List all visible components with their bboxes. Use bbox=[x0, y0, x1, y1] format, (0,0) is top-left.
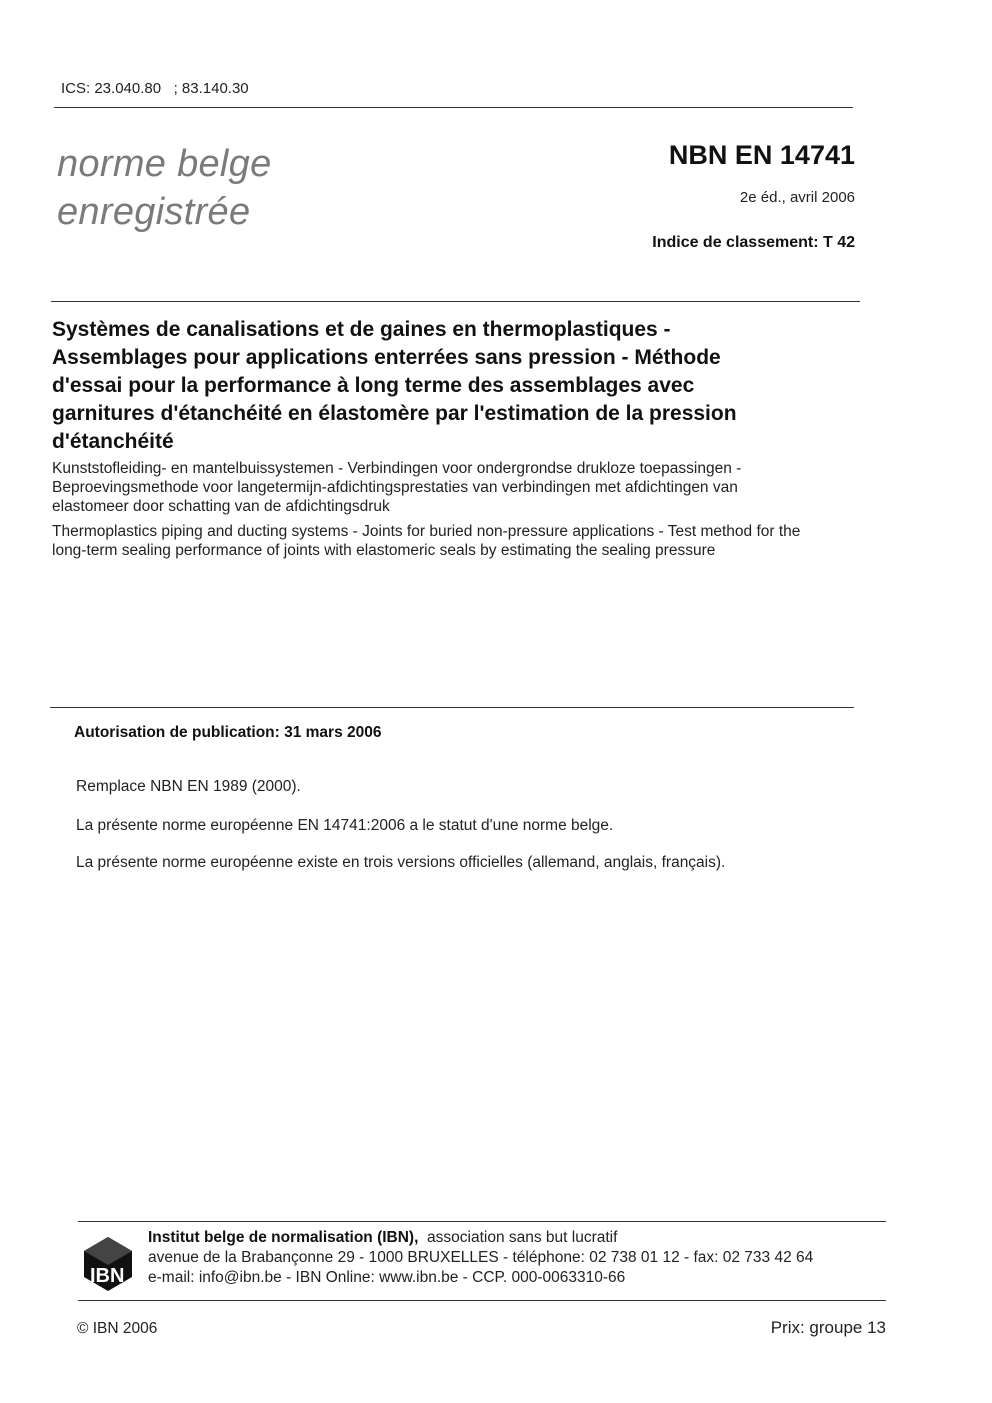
publication-authorisation: Autorisation de publication: 31 mars 2006 bbox=[74, 724, 382, 741]
ibn-logo-icon bbox=[80, 1233, 136, 1293]
publication-rule bbox=[50, 707, 854, 708]
label-line-1: norme belge bbox=[57, 143, 272, 185]
institute-info bbox=[148, 1228, 813, 1288]
title-fr-line: d'étanchéité bbox=[52, 430, 174, 453]
title-en-line: Thermoplastics piping and ducting systems - Joints for buried non-pressure applications - Test method for the bbox=[52, 523, 801, 540]
title-fr-line: Systèmes de canalisations et de gaines en thermoplastiques - bbox=[52, 318, 671, 341]
ics-code: ICS: 23.040.80 ; 83.140.30 bbox=[61, 80, 249, 97]
label-line-2: enregistrée bbox=[57, 191, 251, 233]
classement-index: Indice de classement: T 42 bbox=[652, 234, 855, 251]
price-group: Prix: groupe 13 bbox=[770, 1318, 886, 1337]
norme-belge-label bbox=[57, 140, 272, 236]
edition-date: 2e éd., avril 2006 bbox=[739, 189, 855, 206]
title-nl-line: elastomeer door schatting van de afdichtingsdruk bbox=[52, 498, 390, 515]
title-nl-line: Kunststofleiding- en mantelbuissystemen - Verbindingen voor ondergrondse drukloze toepassingen - bbox=[52, 460, 742, 477]
institute-line bbox=[148, 1228, 813, 1248]
title-dutch bbox=[52, 459, 872, 516]
header-rule-top bbox=[54, 107, 853, 108]
title-rule-top bbox=[51, 301, 860, 302]
footer-rule-top bbox=[78, 1221, 886, 1222]
title-english bbox=[52, 522, 872, 560]
title-french bbox=[52, 316, 842, 456]
title-fr-line: Assemblages pour applications enterrées sans pression - Méthode bbox=[52, 346, 721, 369]
institute-contact: e-mail: info@ibn.be - IBN Online: www.ibn.be - CCP. 000-0063310-66 bbox=[148, 1269, 626, 1286]
title-nl-line: Beproevingsmethode voor langetermijn-afdichtingsprestaties van verbindingen met afdichtingen van bbox=[52, 479, 738, 496]
standard-number: NBN EN 14741 bbox=[668, 140, 855, 170]
footer-rule-bottom bbox=[78, 1300, 886, 1301]
institute-address: avenue de la Brabançonne 29 - 1000 BRUXELLES - téléphone: 02 738 01 12 - fax: 02 733 42 64 bbox=[148, 1249, 814, 1266]
copyright: © IBN 2006 bbox=[77, 1320, 158, 1337]
title-fr-line: d'essai pour la performance à long terme des assemblages avec bbox=[52, 374, 695, 397]
institute-description: association sans but lucratif bbox=[418, 1229, 618, 1246]
institute-name: Institut belge de normalisation (IBN), bbox=[148, 1229, 419, 1246]
logo-text: IBN bbox=[90, 1265, 125, 1287]
title-en-line: long-term sealing performance of joints with elastomeric seals by estimating the sealing pressure bbox=[52, 542, 716, 559]
title-fr-line: garnitures d'étanchéité en élastomère par l'estimation de la pression bbox=[52, 402, 737, 425]
status-note: La présente norme européenne EN 14741:2006 a le statut d'une norme belge. bbox=[76, 817, 614, 834]
versions-note: La présente norme européenne existe en trois versions officielles (allemand, anglais, français). bbox=[76, 854, 726, 871]
replaces-note: Remplace NBN EN 1989 (2000). bbox=[76, 778, 301, 795]
